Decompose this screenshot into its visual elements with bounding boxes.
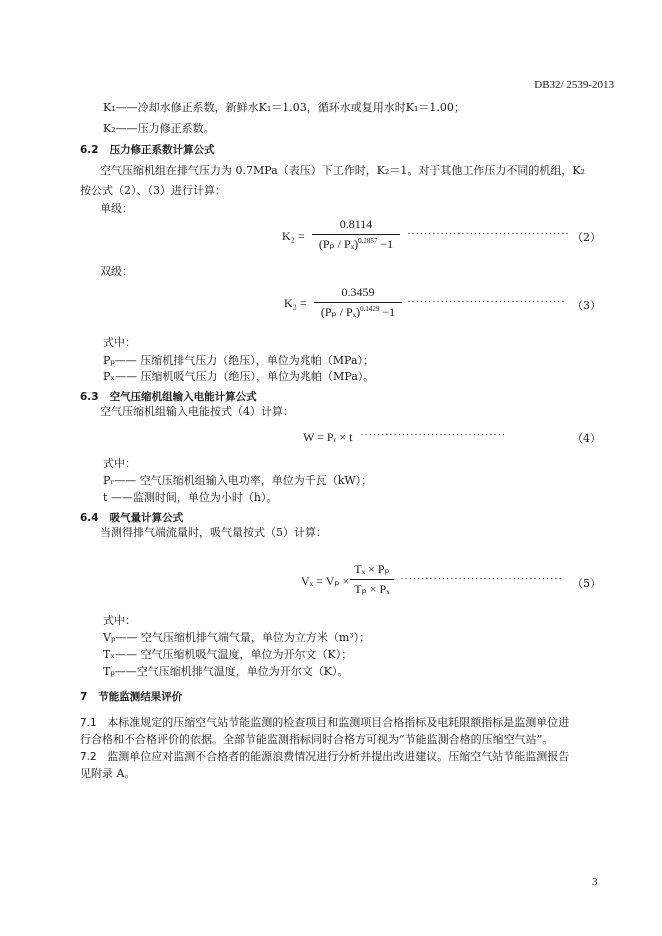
paragraph-line: 空气压缩机组输入电能按式（4）计算：	[100, 405, 294, 418]
leader-dots: ·······································	[400, 573, 563, 585]
formula-5-fraction	[350, 562, 394, 600]
section-6-4-heading	[80, 510, 183, 525]
equation-number: （4）	[572, 432, 601, 445]
fraction-bar	[314, 302, 402, 303]
section-number: 7	[80, 691, 88, 703]
section-7-heading	[80, 689, 182, 704]
paragraph-line: 按公式（2）、（3）进行计算：	[80, 184, 226, 197]
vp-definition: Vₚ—— 空气压缩机排气端气量，单位为立方米（m³）；	[103, 631, 371, 644]
clause-7-1-line-2: 行合格和不合格评价的依据。全部节能监测指标同时合格方可视为“节能监测合格的压缩空气站”。	[80, 733, 554, 746]
section-title: 空气压缩机组输入电能计算公式	[109, 391, 257, 403]
t-definition: t ——监测时间，单位为小时（h）。	[103, 491, 278, 504]
leader-dots: ······································	[407, 296, 566, 308]
numerator: 0.3459	[341, 285, 375, 299]
document-number: DB32/ 2539-2013	[534, 79, 614, 91]
denominator: (Pₚ / Pₓ)$^{0.2857}$ −1	[318, 237, 394, 251]
formula-5-lhs: Vₓ = Vₚ ×	[301, 574, 350, 588]
page-number: 3	[592, 876, 598, 888]
formula-3-lhs: K₂ =	[284, 296, 307, 310]
section-number: 6.2	[80, 144, 99, 156]
where-label: 式中：	[103, 336, 136, 349]
equation-number: （5）	[572, 577, 601, 590]
single-stage-label: 单级：	[100, 202, 133, 215]
denominator: (Pₚ / Pₓ)$^{0.1429}$ −1	[320, 305, 396, 319]
clause-7-2-line-2: 见附录 A。	[80, 767, 136, 780]
numerator: 0.8114	[339, 217, 373, 231]
section-6-2-heading	[80, 142, 215, 157]
tp-definition: Tₚ——空气压缩机排气温度，单位为开尔文（K）。	[103, 665, 349, 678]
where-label: 式中：	[103, 614, 136, 627]
section-title: 压力修正系数计算公式	[109, 144, 215, 156]
numerator: Tₓ × Pₚ	[354, 562, 390, 576]
clause-7-1-line-1: 7.1 本标准规定的压缩空气站节能监测的检查项目和监测项目合格指标及电耗限额指标是监测单位进	[80, 716, 570, 729]
section-number: 6.3	[80, 391, 99, 403]
section-number: 6.4	[80, 512, 99, 524]
equation-number: （2）	[572, 231, 601, 244]
clause-number: 7.2	[80, 751, 97, 763]
fraction-bar	[350, 579, 394, 580]
section-title: 吸气量计算公式	[109, 512, 184, 524]
section-title: 节能监测结果评价	[98, 691, 183, 703]
paragraph-line: 空气压缩机组在排气压力为 0.7MPa（表压）下工作时，K₂＝1。对于其他工作压力不同的机组，K₂	[100, 164, 585, 177]
pp-definition: Pₚ—— 压缩机排气压力（绝压），单位为兆帕（MPa）；	[103, 354, 375, 367]
formula-2-fraction	[312, 217, 400, 255]
leader-dots: ···································	[360, 429, 506, 441]
paragraph-line: 当测得排气端流量时，吸气量按式（5）计算：	[100, 526, 327, 539]
formula-4: W = Pᵣ × t	[303, 430, 353, 444]
section-6-3-heading	[80, 389, 257, 404]
where-label: 式中：	[103, 457, 136, 470]
px-definition: Pₓ—— 压缩机吸气压力（绝压），单位为兆帕（MPa）。	[103, 370, 375, 383]
clause-number: 7.1	[80, 717, 97, 729]
tx-definition: Tₓ—— 空气压缩机吸气温度，单位为开尔文（K）；	[103, 648, 353, 661]
fraction-bar	[312, 234, 400, 235]
pr-definition: Pᵣ—— 空气压缩机组输入电功率，单位为千瓦（kW）；	[103, 474, 373, 487]
formula-3-fraction	[314, 285, 402, 323]
equation-number: （3）	[572, 299, 601, 312]
k1-definition: K₁——冷却水修正系数，新鲜水K₁＝1.03，循环水或复用水时K₁＝1.00；	[103, 101, 465, 114]
formula-2-lhs: K₂ =	[282, 229, 305, 243]
leader-dots: ·······································	[407, 228, 570, 240]
clause-7-2-line-1: 7.2 监测单位应对监测不合格者的能源浪费情况进行分析并提出改进建议。压缩空气站节能监测报告	[80, 750, 570, 763]
denominator: Tₚ × Pₓ	[354, 582, 390, 596]
k2-definition: K₂——压力修正系数。	[103, 122, 215, 135]
double-stage-label: 双级：	[100, 265, 133, 278]
